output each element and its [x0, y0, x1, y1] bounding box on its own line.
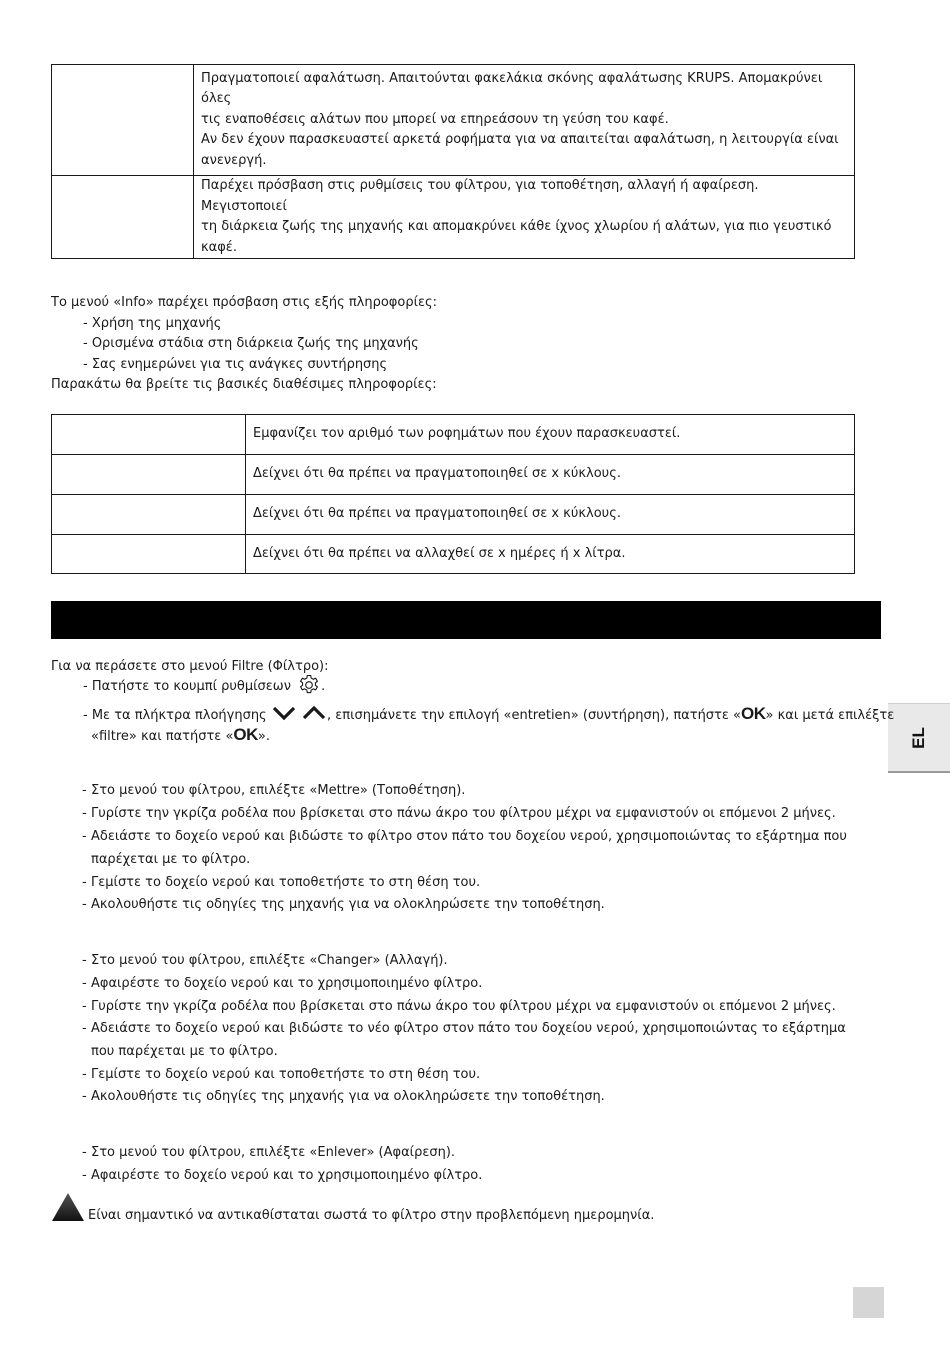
ok-button-glyph: OK [233, 725, 258, 744]
filter-step-navigate: - Με τα πλήκτρα πλοήγησης , επισημάνετε την επιλογή «entretien» (συντήρηση), πατήστε «OK» και μετά επιλέξτε [83, 704, 895, 723]
list-item: - Αφαιρέστε το δοχείο νερού και το χρησιμοποιημένο φίλτρο. [82, 976, 483, 991]
table-row [52, 455, 855, 495]
info-table [51, 414, 855, 574]
warning-triangle-icon [51, 1192, 85, 1222]
text-line: Αν δεν έχουν παρασκευαστεί αρκετά ροφήματα για να απαιτείται αφαλάτωση, η λειτουργία είναι [201, 132, 839, 148]
table-description-cell: Εμφανίζει τον αριθμό των ροφημάτων που έχουν παρασκευαστεί. [246, 415, 855, 455]
list-item: - Ακολουθήστε τις οδηγίες της μηχανής για να ολοκληρώσετε την τοποθέτηση. [82, 1089, 605, 1104]
table-description-cell: Δείχνει ότι θα πρέπει να πραγματοποιηθεί σε x κύκλους. [246, 495, 855, 535]
maintenance-table [51, 64, 855, 259]
chevron-down-icon [271, 703, 297, 723]
text-line: τη διάρκεια ζωής της μηχανής και απομακρύνει κάθε ίχνος χλωρίου ή αλάτων, για πιο γευστικό καφέ. [201, 219, 832, 255]
filter-intro: Για να περάσετε στο μενού Filtre (Φίλτρο): [51, 659, 329, 674]
table-description-cell: Δείχνει ότι θα πρέπει να αλλαχθεί σε x ημέρες ή x λίτρα. [246, 535, 855, 574]
list-item: - Ακολουθήστε τις οδηγίες της μηχανής για να ολοκληρώσετε την τοποθέτηση. [82, 897, 605, 912]
page-number-box [853, 1287, 884, 1318]
step-text: Πατήστε το κουμπί ρυθμίσεων [91, 679, 291, 694]
list-item: - Αδειάστε το δοχείο νερού και βιδώστε το φίλτρο στον πάτο του δοχείου νερού, χρησιμοποιώντας το εξάρτημα που παρέχεται με το φίλτρο. [82, 829, 847, 867]
filter-step-navigate-cont: «filtre» και πατήστε «OK». [91, 725, 270, 744]
list-item: - Σας ενημερώνει για τις ανάγκες συντήρησης [83, 357, 388, 372]
text-line: Παρέχει πρόσβαση στις ρυθμίσεις του φίλτρου, για τοποθέτηση, αλλαγή ή αφαίρεση. Μεγιστοποιεί [201, 178, 759, 214]
list-item: - Αδειάστε το δοχείο νερού και βιδώστε το νέο φίλτρο στον πάτο του δοχείου νερού, χρησιμοποιώντας το εξάρτημα που παρέχεται με το φίλτρο. [82, 1021, 846, 1059]
language-tab-label: EL [909, 726, 928, 749]
table-row [52, 495, 855, 535]
table-description-cell: Δείχνει ότι θα πρέπει να πραγματοποιηθεί σε x κύκλους. [246, 455, 855, 495]
text-line: τις εναποθέσεις αλάτων που μπορεί να επηρεάσουν τη γεύση του καφέ. [201, 111, 669, 127]
list-item: - Στο μενού του φίλτρου, επιλέξτε «Mettre» (Τοποθέτηση). [82, 783, 466, 798]
table-label-cell [52, 176, 194, 259]
table-row [52, 535, 855, 574]
chevron-up-icon [301, 703, 327, 723]
list-item: - Γεμίστε το δοχείο νερού και τοποθετήστε το στη θέση του. [82, 875, 481, 890]
list-item: - Στο μενού του φίλτρου, επιλέξτε «Enlever» (Αφαίρεση). [82, 1145, 456, 1160]
ok-button-glyph: OK [741, 704, 766, 723]
table-label-cell [52, 65, 194, 176]
table-label-cell [52, 535, 246, 574]
table-row [52, 176, 855, 259]
text-line: ανενεργή. [201, 152, 267, 168]
table-label-cell [52, 455, 246, 495]
list-item: - Γυρίστε την γκρίζα ροδέλα που βρίσκεται στο πάνω άκρο του φίλτρου μέχρι να εμφανιστούν οι επόμενοι 2 μήνες. [82, 999, 836, 1014]
list-item: - Στο μενού του φίλτρου, επιλέξτε «Changer» (Αλλαγή). [82, 953, 448, 968]
language-tab [888, 703, 950, 773]
info-outro: Παρακάτω θα βρείτε τις βασικές διαθέσιμες πληροφορίες: [51, 377, 437, 392]
info-intro: Το μενού «Info» παρέχει πρόσβαση στις εξής πληροφορίες: [51, 295, 438, 310]
table-label-cell [52, 415, 246, 455]
list-item: - Αφαιρέστε το δοχείο νερού και το χρησιμοποιημένο φίλτρο. [82, 1168, 483, 1183]
table-row [52, 415, 855, 455]
table-row [52, 65, 855, 176]
list-item: - Γυρίστε την γκρίζα ροδέλα που βρίσκεται στο πάνω άκρο του φίλτρου μέχρι να εμφανιστούν οι επόμενοι 2 μήνες. [82, 806, 836, 821]
warning-text: Είναι σημαντικό να αντικαθίσταται σωστά το φίλτρο στην προβλεπόμενη ημερομηνία. [88, 1208, 655, 1223]
table-label-cell [52, 495, 246, 535]
gear-icon [297, 673, 321, 697]
filter-step-settings: - Πατήστε το κουμπί ρυθμίσεων . [83, 675, 325, 699]
table-description-cell [194, 176, 855, 259]
text-line: Πραγματοποιεί αφαλάτωση. Απαιτούνται φακελάκια σκόνης αφαλάτωσης KRUPS. Απομακρύνει όλες [201, 70, 823, 107]
list-item: - Χρήση της μηχανής [83, 316, 222, 331]
list-item: - Ορισμένα στάδια στη διάρκεια ζωής της μηχανής [83, 336, 419, 351]
table-description-cell [194, 65, 855, 176]
section-banner [51, 601, 881, 639]
list-item: - Γεμίστε το δοχείο νερού και τοποθετήστε το στη θέση του. [82, 1067, 481, 1082]
